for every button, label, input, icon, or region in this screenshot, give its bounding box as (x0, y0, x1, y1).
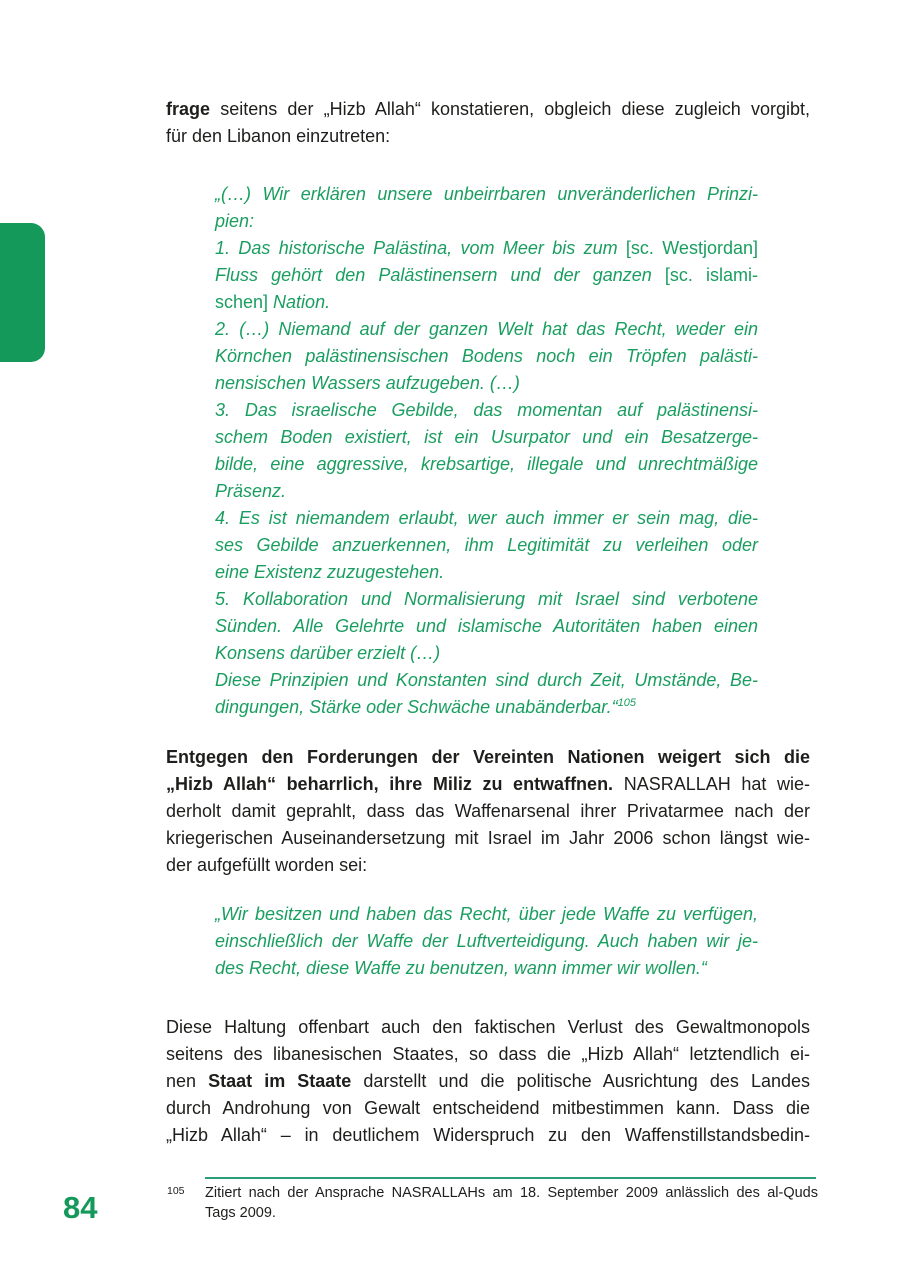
quote-text: bilde, eine aggressive, krebsartige, illegale und unrechtmäßige (215, 454, 758, 474)
quote-text: Fluss gehört den Palästinensern und der ganzen (215, 265, 665, 285)
quote-line (215, 613, 758, 640)
chapter-thumb-tab (0, 223, 45, 362)
quote-line (215, 694, 758, 721)
editorial-insertion: schen] (215, 292, 269, 312)
body-text: der aufgefüllt worden sei: (166, 855, 368, 875)
quote-line (215, 586, 758, 613)
quote-line (215, 424, 758, 451)
quote-line (215, 451, 758, 478)
quote-line (215, 343, 758, 370)
paragraph-intro (166, 96, 810, 150)
quote-text: nensischen Wassers aufzugeben. (…) (215, 373, 520, 393)
bold-text: Entgegen den Forderungen der Vereinten Nationen weigert sich die (166, 747, 810, 767)
quote-text: des Recht, diese Waffe zu benutzen, wann immer wir wollen.“ (215, 958, 707, 978)
quote-line (215, 559, 758, 586)
page-number: 84 (63, 1190, 98, 1225)
quote-line (215, 262, 758, 289)
body-text: nen (166, 1071, 209, 1091)
quote-text: Körnchen palästinensischen Bodens noch ein Tröpfen palästi- (215, 346, 758, 366)
quote-line (215, 397, 758, 424)
text-line (166, 96, 810, 123)
quote-line (215, 955, 758, 982)
quote-line (215, 532, 758, 559)
quote-text: pien: (215, 211, 255, 231)
quote-line (215, 478, 758, 505)
footnote-body: Zitiert nach der Ansprache NASRALLAHs am 18. September 2009 anlässlich des al-Quds (205, 1185, 818, 1201)
quote-text: Diese Prinzipien und Konstanten sind durch Zeit, Umstände, Be- (215, 670, 758, 690)
body-text: „Hizb Allah“ – in deutlichem Widerspruch zu den Waffenstillstandsbedin- (166, 1125, 810, 1145)
quote-text: „Wir besitzen und haben das Recht, über jede Waffe zu verfügen, (215, 904, 758, 924)
text-line (166, 1122, 810, 1149)
quote-text: ses Gebilde anzuerkennen, ihm Legitimität zu verleihen oder (215, 535, 758, 555)
body-text: seitens des libanesischen Staates, so dass die „Hizb Allah“ letztendlich ei- (166, 1044, 810, 1064)
quote-text: Nation. (268, 292, 331, 312)
body-text: derholt damit geprahlt, dass das Waffenarsenal ihrer Privatarmee nach der (166, 801, 810, 821)
quote-line (215, 316, 758, 343)
paragraph-un-demands (166, 744, 810, 879)
bold-text: Staat im Staate (208, 1071, 352, 1091)
text-line (166, 798, 810, 825)
quote-line (215, 901, 758, 928)
text-line (166, 1041, 810, 1068)
quote-text: Konsens darüber erzielt (…) (215, 643, 441, 663)
text-line (166, 852, 810, 879)
editorial-insertion: [sc. islami- (664, 265, 758, 285)
quote-text: 4. Es ist niemandem erlaubt, wer auch immer er sein mag, die- (215, 508, 758, 528)
editorial-insertion: [sc. Westjordan] (625, 238, 758, 258)
quote-text: dingungen, Stärke oder Schwäche unabänderbar.“ (215, 697, 618, 717)
quote-text: 3. Das israelische Gebilde, das momentan auf palästinensi- (215, 400, 758, 420)
body-text: Diese Haltung offenbart auch den faktischen Verlust des Gewaltmonopols (166, 1017, 810, 1037)
quote-line (215, 505, 758, 532)
text-line (166, 1014, 810, 1041)
quote-line (215, 289, 758, 316)
text-line (166, 771, 810, 798)
bold-text: frage (166, 99, 211, 119)
quote-line (215, 181, 758, 208)
text-line (166, 123, 810, 150)
quote-text: eine Existenz zuzugestehen. (215, 562, 445, 582)
footnote-number: 105 (167, 1185, 185, 1197)
quote-line (215, 667, 758, 694)
footnote-line (205, 1184, 818, 1204)
body-text: darstellt und die politische Ausrichtung des Landes (351, 1071, 810, 1091)
quote-text: Präsenz. (215, 481, 287, 501)
quote-block-principles (215, 181, 758, 721)
text-line (166, 744, 810, 771)
paragraph-state-within-state (166, 1014, 810, 1149)
quote-line (215, 235, 758, 262)
quote-line (215, 208, 758, 235)
quote-text: 5. Kollaboration und Normalisierung mit Israel sind verbotene (215, 589, 758, 609)
footnote-text (205, 1184, 818, 1223)
quote-text: 1. Das historische Palästina, vom Meer bis zum (215, 238, 626, 258)
footnote-reference: 105 (617, 697, 636, 709)
body-text: kriegerischen Auseinandersetzung mit Israel im Jahr 2006 schon längst wie- (166, 828, 810, 848)
quote-text: schem Boden existiert, ist ein Usurpator und ein Besatzerge- (215, 427, 758, 447)
quote-text: 2. (…) Niemand auf der ganzen Welt hat das Recht, weder ein (215, 319, 758, 339)
text-line (166, 1095, 810, 1122)
quote-line (215, 370, 758, 397)
text-line (166, 825, 810, 852)
body-text: seitens der „Hizb Allah“ konstatieren, obgleich diese zugleich vorgibt, (210, 99, 810, 119)
quote-text: Sünden. Alle Gelehrte und islamische Autoritäten haben einen (215, 616, 758, 636)
footnote-divider (205, 1177, 816, 1179)
footnote-body: Tags 2009. (205, 1204, 276, 1221)
body-text: durch Androhung von Gewalt entscheidend mitbestimmen kann. Dass die (166, 1098, 810, 1118)
text-line (166, 1068, 810, 1095)
quote-line (215, 928, 758, 955)
quote-text: einschließlich der Waffe der Luftverteidigung. Auch haben wir je- (215, 931, 758, 951)
quote-text: „(…) Wir erklären unsere unbeirrbaren unveränderlichen Prinzi- (215, 184, 758, 204)
quote-block-weapons (215, 901, 758, 982)
body-text: für den Libanon einzutreten: (166, 126, 391, 146)
quote-line (215, 640, 758, 667)
bold-text: „Hizb Allah“ beharrlich, ihre Miliz zu entwaffnen. (166, 774, 614, 794)
footnote-line (205, 1204, 818, 1224)
body-text: NASRALLAH hat wie- (613, 774, 810, 794)
